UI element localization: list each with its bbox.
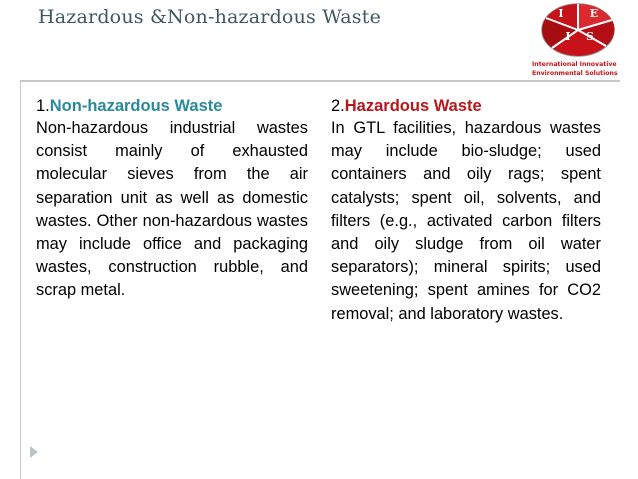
logo-text: International Innovative (532, 61, 617, 68)
logo-letter: S (586, 30, 594, 43)
non-hazardous-heading (36, 95, 308, 117)
ieis-logo-icon (528, 0, 634, 78)
logo-letter: E (589, 7, 599, 20)
title-divider (20, 80, 620, 82)
slide-title: Hazardous &Non-hazardous Waste (38, 6, 382, 28)
logo-letter: I (565, 30, 571, 43)
heading-number: 1. (36, 97, 50, 115)
hazardous-body: In GTL facilities, hazardous wastes may include bio-sludge; used containers and oily rags; spent catalysts; spent oil, solvents, and filters (e.g., activated carbon filters and oily sludge from oil water separators); mineral spirits; used sweetening; spent amines for CO2 removal; and laboratory wastes. (331, 119, 601, 323)
non-hazardous-column (36, 95, 308, 303)
heading-number: 2. (331, 97, 345, 115)
logo-letter: I (558, 7, 564, 20)
heading-text: Hazardous Waste (344, 97, 482, 115)
left-margin-line (20, 82, 21, 479)
logo-text: Environmental Solutions (532, 70, 618, 77)
hazardous-column (331, 95, 601, 326)
non-hazardous-body: Non-hazardous industrial wastes consist mainly of exhausted molecular sieves from the air separation unit as well as domestic wastes. Other non-hazardous wastes may include office and packaging wastes, construction rubble, and scrap metal. (36, 119, 308, 300)
hazardous-heading (331, 95, 601, 117)
bullet-arrow-icon (30, 446, 38, 458)
heading-text: Non-hazardous Waste (49, 97, 223, 115)
